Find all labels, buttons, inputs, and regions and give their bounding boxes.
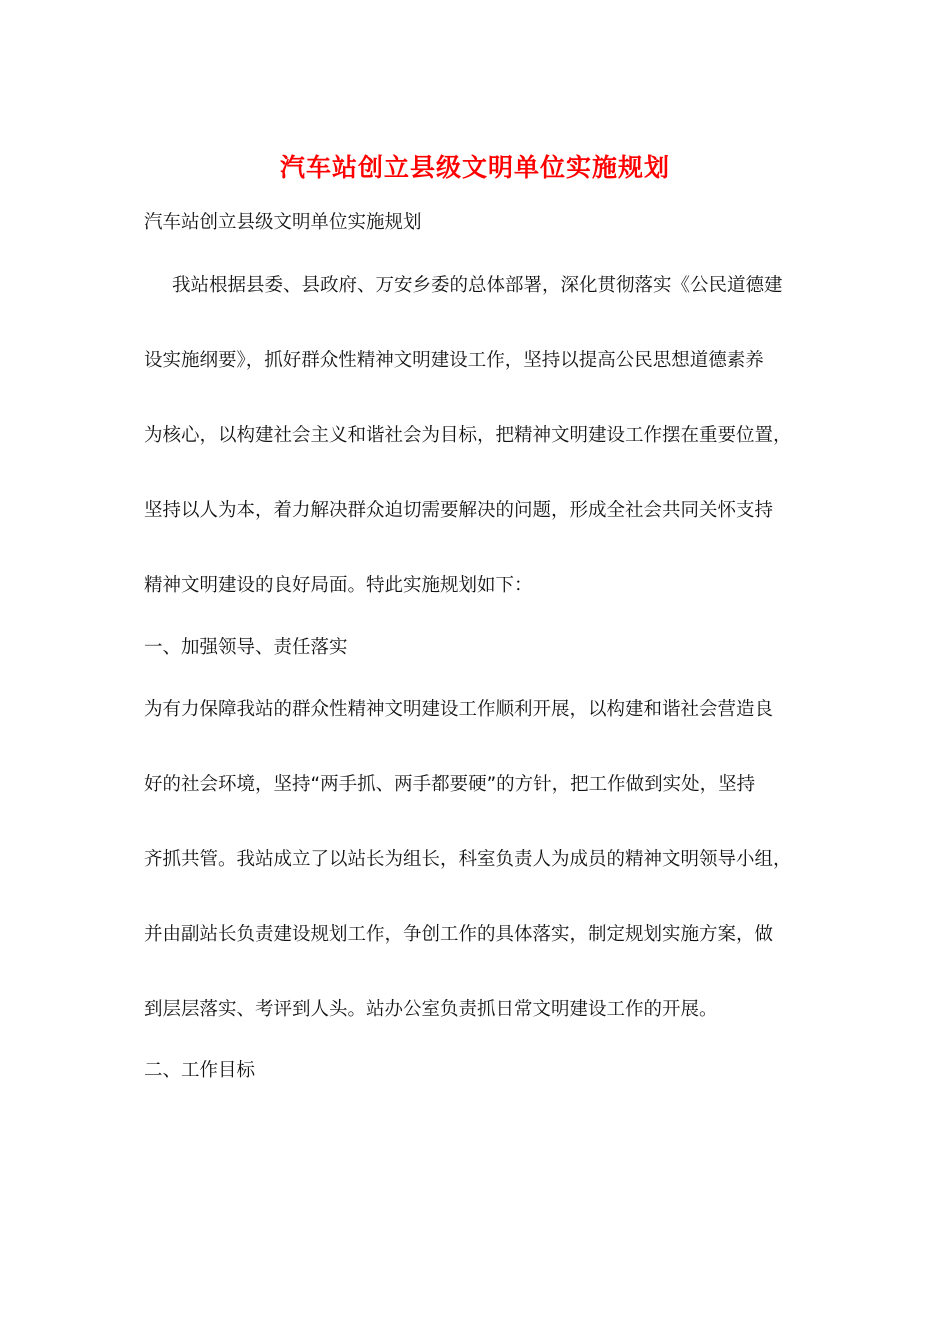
- intro-line: 坚持以人为本，着力解决群众迫切需要解决的问题，形成全社会共同关怀支持: [144, 500, 774, 521]
- section-line: 并由副站长负责建设规划工作，争创工作的具体落实，制定规划实施方案，做: [144, 924, 774, 945]
- intro-line: 我站根据县委、县政府、万安乡委的总体部署，深化贯彻落实《公民道德建: [172, 275, 783, 296]
- intro-line: 为核心，以构建社会主义和谐社会为目标，把精神文明建设工作摆在重要位置，: [144, 425, 792, 446]
- section-heading: 一、加强领导、责任落实: [144, 637, 348, 658]
- section-line: 为有力保障我站的群众性精神文明建设工作顺利开展，以构建和谐社会营造良: [144, 699, 774, 720]
- section-line: 好的社会环境，坚持“两手抓、两手都要硬”的方针，把工作做到实处，坚持: [144, 774, 756, 795]
- document-subtitle: 汽车站创立县级文明单位实施规划: [144, 212, 422, 233]
- document-title: 汽车站创立县级文明单位实施规划: [279, 153, 670, 182]
- section-line: 到层层落实、考评到人头。站办公室负责抓日常文明建设工作的开展。: [144, 999, 718, 1020]
- intro-line: 设实施纲要》，抓好群众性精神文明建设工作，坚持以提高公民思想道德素养: [144, 350, 764, 371]
- intro-line: 精神文明建设的良好局面。特此实施规划如下：: [144, 575, 533, 596]
- section-heading: 二、工作目标: [144, 1060, 256, 1081]
- section-line: 齐抓共管。我站成立了以站长为组长，科室负责人为成员的精神文明领导小组，: [144, 849, 792, 870]
